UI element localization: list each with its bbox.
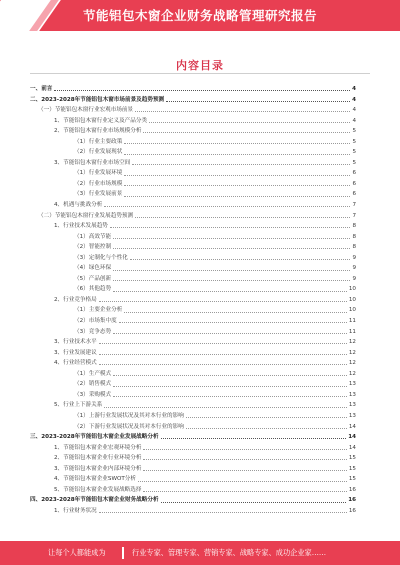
toc-entry-label: （1）上游行业发展状况及其对本行业的影响 [74,412,184,419]
toc-entry-page: 7 [352,202,356,209]
toc-entry-label: 5、节能铝包木窗企业发展战略选择 [54,486,142,493]
toc-leader-dots [149,122,350,123]
toc-entry-page: 6 [352,170,356,177]
toc-entry-label: （3）采购模式 [74,391,112,398]
toc-entry[interactable] [30,422,356,433]
toc-entry-label: （6）其他趋势 [74,286,112,293]
toc-entry-page: 8 [352,223,356,230]
toc-entry-label: 1、行业技术发展趋势 [54,223,108,230]
toc-leader-dots [113,333,347,334]
toc-entry-label: （3）定制化与个性化 [74,254,128,261]
toc-entry-label: （5）产品创新 [74,275,112,282]
toc-leader-dots [135,111,350,112]
toc-entry-page: 15 [348,476,356,483]
toc-entry-label: 1、行业财务状况 [54,507,97,514]
toc-entry-label: 4、节能铝包木窗企业SWOT分析 [54,476,136,483]
toc-entry-label: （1）主要企业分析 [74,307,123,314]
toc-entry-page: 14 [348,423,356,430]
toc-entry-page: 14 [348,444,356,451]
page-footer [0,541,400,565]
toc-entry[interactable] [30,200,356,211]
toc-leader-dots [166,101,350,102]
toc-entry-page: 11 [348,318,356,325]
toc-entry[interactable] [30,147,356,158]
toc-entry[interactable] [30,495,356,506]
toc-entry[interactable] [30,158,356,169]
toc-entry-page: 16 [348,507,356,514]
toc-entry[interactable] [30,253,356,264]
toc-entry[interactable] [30,179,356,190]
toc-leader-dots [110,227,351,228]
toc-entry-page: 12 [348,370,356,377]
toc-entry-label: 3、节能铝包木窗企业内部环境分析 [54,465,142,472]
toc-entry-label: （2）市场集中度 [74,318,117,325]
toc-entry[interactable] [30,232,356,243]
toc-entry[interactable] [30,274,356,285]
toc-entry-label: （1）行业发展环境 [74,170,123,177]
toc-leader-dots [124,185,350,186]
toc-leader-dots [99,512,347,513]
toc-entry[interactable] [30,379,356,390]
toc-leader-dots [124,143,350,144]
toc-leader-dots [113,386,347,387]
toc-entry-page: 7 [352,212,356,219]
toc-entry-page: 8 [352,244,356,251]
toc-entry-page: 4 [352,86,356,92]
toc-leader-dots [99,364,347,365]
report-title: 节能铝包木窗企业财务战略管理研究报告 [82,8,317,23]
toc-entry-page: 10 [348,307,356,314]
toc-leader-dots [54,90,350,91]
toc-entry[interactable] [30,263,356,274]
toc-entry[interactable] [30,464,356,475]
toc-entry-page: 9 [352,254,356,261]
toc-entry[interactable] [30,443,356,454]
toc-divider [30,73,370,74]
toc-entry-page: 8 [352,233,356,240]
toc-title: 内容目录 [176,59,224,72]
toc-entry-page: 10 [348,296,356,303]
toc-entry[interactable] [30,95,356,106]
toc-entry-page: 12 [348,360,356,367]
toc-leader-dots [99,343,347,344]
toc-entry-label: 3、节能铝包木窗行业市场空间 [54,159,131,166]
toc-entry[interactable] [30,105,356,116]
toc-entry-label: （2）智能控制 [74,244,112,251]
toc-entry[interactable] [30,474,356,485]
toc-entry-page: 4 [352,107,356,114]
toc-entry-page: 12 [348,349,356,356]
toc-leader-dots [130,259,351,260]
toc-entry-page: 11 [348,328,356,335]
toc-entry[interactable] [30,211,356,222]
toc-leader-dots [132,164,350,165]
toc-entry-page: 15 [348,465,356,472]
toc-entry-page: 5 [352,149,356,156]
toc-leader-dots [104,407,347,408]
toc-entry-label: （1）生产模式 [74,370,112,377]
toc-entry[interactable] [30,369,356,380]
toc-entry-label: 1、节能铝包木窗企业宏观环境分析 [54,444,142,451]
toc-entry-label: （1）行业主要政策 [74,138,123,145]
footer-separator [122,547,124,559]
toc-leader-dots [186,417,347,418]
toc-entry[interactable] [30,400,356,411]
toc-leader-dots [113,396,347,397]
table-of-contents [30,84,356,516]
toc-entry[interactable] [30,305,356,316]
toc-entry-label: （3）行业发展前景 [74,191,123,198]
toc-leader-dots [99,301,347,302]
toc-leader-dots [138,481,347,482]
toc-entry[interactable] [30,295,356,306]
toc-leader-dots [186,428,347,429]
toc-entry-label: （3）竞争态势 [74,328,112,335]
toc-entry[interactable] [30,390,356,401]
toc-entry-page: 14 [348,434,356,441]
footer-slogan-left: 让每个人都能成为 [48,548,106,557]
toc-entry-label: （2）下游行业发展状况及其对本行业的影响 [74,423,184,430]
toc-entry[interactable] [30,348,356,359]
toc-entry[interactable] [30,485,356,496]
toc-entry-label: 4、机遇与挑战分析 [54,202,103,209]
toc-entry[interactable] [30,506,356,517]
toc-entry-page: 9 [352,265,356,272]
toc-entry-label: 一、前言 [30,86,53,92]
toc-entry-label: 三、2023-2028年节能铝包木窗企业发展战略分析 [30,434,159,441]
toc-entry-label: 5、行业上下游关系 [54,402,103,409]
toc-entry-page: 6 [352,191,356,198]
toc-entry-page: 4 [352,96,356,103]
toc-entry-page: 6 [352,180,356,187]
toc-entry-label: 四、2023-2028年节能铝包木窗企业财务战略分析 [30,497,159,504]
toc-leader-dots [119,322,347,323]
toc-entry-label: （一）节能铝包木窗行业宏观市场前景 [38,107,134,114]
toc-entry-page: 13 [348,391,356,398]
toc-entry-label: 2、节能铝包木窗行业市场规模分析 [54,128,142,135]
toc-entry-page: 15 [348,455,356,462]
toc-entry-page: 9 [352,275,356,282]
toc-entry[interactable] [30,316,356,327]
toc-leader-dots [143,491,346,492]
toc-entry-page: 16 [348,497,356,504]
toc-entry-page: 5 [352,128,356,135]
toc-entry[interactable] [30,84,356,95]
toc-entry[interactable] [30,242,356,253]
toc-entry[interactable] [30,126,356,137]
toc-leader-dots [99,354,347,355]
toc-entry[interactable] [30,327,356,338]
footer-slogan-right: 行业专家、管理专家、营销专家、战略专家、成功企业家…… [132,548,327,557]
toc-entry-page: 13 [348,381,356,388]
toc-entry[interactable] [30,116,356,127]
toc-entry-label: （2）销售模式 [74,381,112,388]
toc-entry-page: 5 [352,159,356,166]
toc-leader-dots [113,291,347,292]
toc-entry-label: （1）高效节能 [74,233,112,240]
toc-entry[interactable] [30,411,356,422]
toc-entry[interactable] [30,453,356,464]
toc-entry-label: （二）节能铝包木窗行业发展趋势预测 [38,212,134,219]
toc-entry-label: （2）行业发展现状 [74,149,123,156]
toc-leader-dots [113,270,350,271]
toc-entry-label: 二、2023-2028年节能铝包木窗市场前景及趋势预测 [30,96,165,103]
toc-entry-page: 10 [348,286,356,293]
toc-entry-label: 2、行业竞争格局 [54,296,97,303]
toc-entry-label: （4）绿色环保 [74,265,112,272]
toc-leader-dots [124,196,350,197]
toc-leader-dots [113,280,350,281]
toc-leader-dots [161,438,347,439]
toc-entry[interactable] [30,337,356,348]
toc-entry[interactable] [30,284,356,295]
toc-leader-dots [124,154,350,155]
toc-entry-page: 13 [348,412,356,419]
toc-entry[interactable] [30,432,356,443]
toc-entry-page: 16 [348,486,356,493]
toc-entry-page: 5 [352,138,356,145]
toc-leader-dots [143,132,350,133]
toc-entry-page: 12 [348,339,356,346]
toc-entry-label: 2、节能铝包木窗企业行业环境分析 [54,455,142,462]
toc-entry-label: 1、节能铝包木窗行业定义及产品分类 [54,117,148,124]
toc-entry[interactable] [30,189,356,200]
toc-entry[interactable] [30,168,356,179]
toc-leader-dots [113,248,350,249]
toc-entry[interactable] [30,358,356,369]
toc-entry-label: （2）行业市场规模 [74,180,123,187]
toc-leader-dots [143,459,346,460]
toc-entry[interactable] [30,137,356,148]
toc-entry-label: 4、行业经营模式 [54,360,97,367]
toc-leader-dots [143,449,346,450]
toc-leader-dots [161,502,347,503]
toc-entry-page: 13 [348,402,356,409]
toc-entry[interactable] [30,221,356,232]
toc-entry-page: 4 [352,117,356,124]
toc-leader-dots [124,312,347,313]
toc-leader-dots [124,175,350,176]
toc-entry-label: 3、行业发展建议 [54,349,97,356]
toc-leader-dots [135,217,350,218]
toc-leader-dots [143,470,346,471]
toc-leader-dots [113,375,347,376]
toc-leader-dots [113,238,350,239]
toc-entry-label: 3、行业技术水平 [54,339,97,346]
toc-leader-dots [104,206,350,207]
report-header [0,0,400,31]
